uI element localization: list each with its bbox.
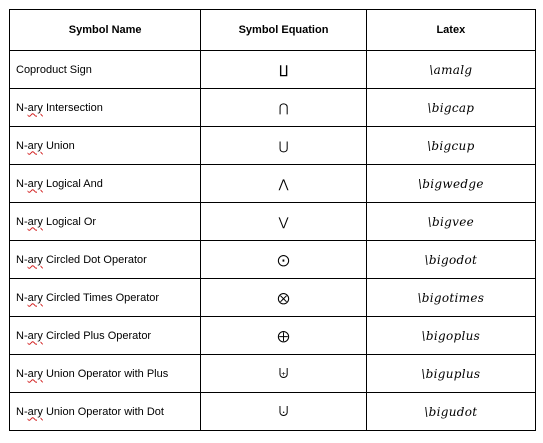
header-symbol-equation: Symbol Equation <box>201 10 366 51</box>
latex-cell: \bigudot <box>366 393 535 431</box>
symbol-name-cell <box>10 279 201 317</box>
name-rest: Logical And <box>42 177 103 190</box>
latex-cell: \bigvee <box>366 203 535 241</box>
symbol-name-cell <box>10 51 201 89</box>
name-prefix: N- <box>16 329 28 342</box>
table-row <box>10 241 536 279</box>
symbol-glyph-cell: ⨃ <box>201 393 366 431</box>
table-row <box>10 165 536 203</box>
table-row <box>10 127 536 165</box>
latex-cell: \amalg <box>366 51 535 89</box>
latex-cell: \bigwedge <box>366 165 535 203</box>
symbol-name-cell <box>10 203 201 241</box>
latex-cell: \bigcup <box>366 127 535 165</box>
name-prefix: N- <box>16 139 28 152</box>
symbol-glyph-cell: ⨄ <box>201 355 366 393</box>
misspelled-word: ary <box>27 291 43 304</box>
table-row <box>10 355 536 393</box>
symbol-glyph-cell: ⨂ <box>201 279 366 317</box>
symbol-glyph-cell: ⋁ <box>201 203 366 241</box>
header-row <box>10 10 536 51</box>
name-rest: Circled Times Operator <box>42 291 160 304</box>
table-row <box>10 51 536 89</box>
name-rest: Coproduct Sign <box>16 63 92 76</box>
name-rest: Intersection <box>42 101 103 114</box>
misspelled-word: ary <box>27 405 43 418</box>
table-row <box>10 317 536 355</box>
name-rest: Union Operator with Dot <box>42 405 164 418</box>
symbol-name-cell <box>10 241 201 279</box>
name-prefix: N- <box>16 177 28 190</box>
table-row <box>10 279 536 317</box>
name-prefix: N- <box>16 291 28 304</box>
table-row <box>10 203 536 241</box>
name-prefix: N- <box>16 405 28 418</box>
name-rest: Union <box>42 139 75 152</box>
misspelled-word: ary <box>27 253 43 266</box>
misspelled-word: ary <box>27 139 43 152</box>
symbol-name-cell <box>10 317 201 355</box>
symbol-name-cell <box>10 165 201 203</box>
misspelled-word: ary <box>27 329 43 342</box>
symbol-table <box>9 9 536 431</box>
name-prefix: N- <box>16 101 28 114</box>
latex-cell: \bigoplus <box>366 317 535 355</box>
name-prefix: N- <box>16 253 28 266</box>
name-rest: Circled Plus Operator <box>42 329 152 342</box>
misspelled-word: ary <box>27 177 43 190</box>
symbol-name-cell <box>10 89 201 127</box>
header-latex: Latex <box>366 10 535 51</box>
symbol-glyph-cell: ⨀ <box>201 241 366 279</box>
table-row <box>10 393 536 431</box>
symbol-glyph-cell: ⋂ <box>201 89 366 127</box>
symbol-name-cell <box>10 127 201 165</box>
name-rest: Logical Or <box>42 215 97 228</box>
misspelled-word: ary <box>27 215 43 228</box>
name-prefix: N- <box>16 367 28 380</box>
name-rest: Circled Dot Operator <box>42 253 147 266</box>
table-row <box>10 89 536 127</box>
header-symbol-name: Symbol Name <box>10 10 201 51</box>
symbol-glyph-cell: ⋃ <box>201 127 366 165</box>
latex-cell: \bigcap <box>366 89 535 127</box>
latex-cell: \biguplus <box>366 355 535 393</box>
latex-cell: \bigotimes <box>366 279 535 317</box>
symbol-name-cell <box>10 393 201 431</box>
symbol-glyph-cell: ∐ <box>201 51 366 89</box>
symbol-glyph-cell: ⨁ <box>201 317 366 355</box>
misspelled-word: ary <box>27 367 43 380</box>
symbol-name-cell <box>10 355 201 393</box>
name-prefix: N- <box>16 215 28 228</box>
latex-cell: \bigodot <box>366 241 535 279</box>
symbol-glyph-cell: ⋀ <box>201 165 366 203</box>
misspelled-word: ary <box>27 101 43 114</box>
name-rest: Union Operator with Plus <box>42 367 169 380</box>
